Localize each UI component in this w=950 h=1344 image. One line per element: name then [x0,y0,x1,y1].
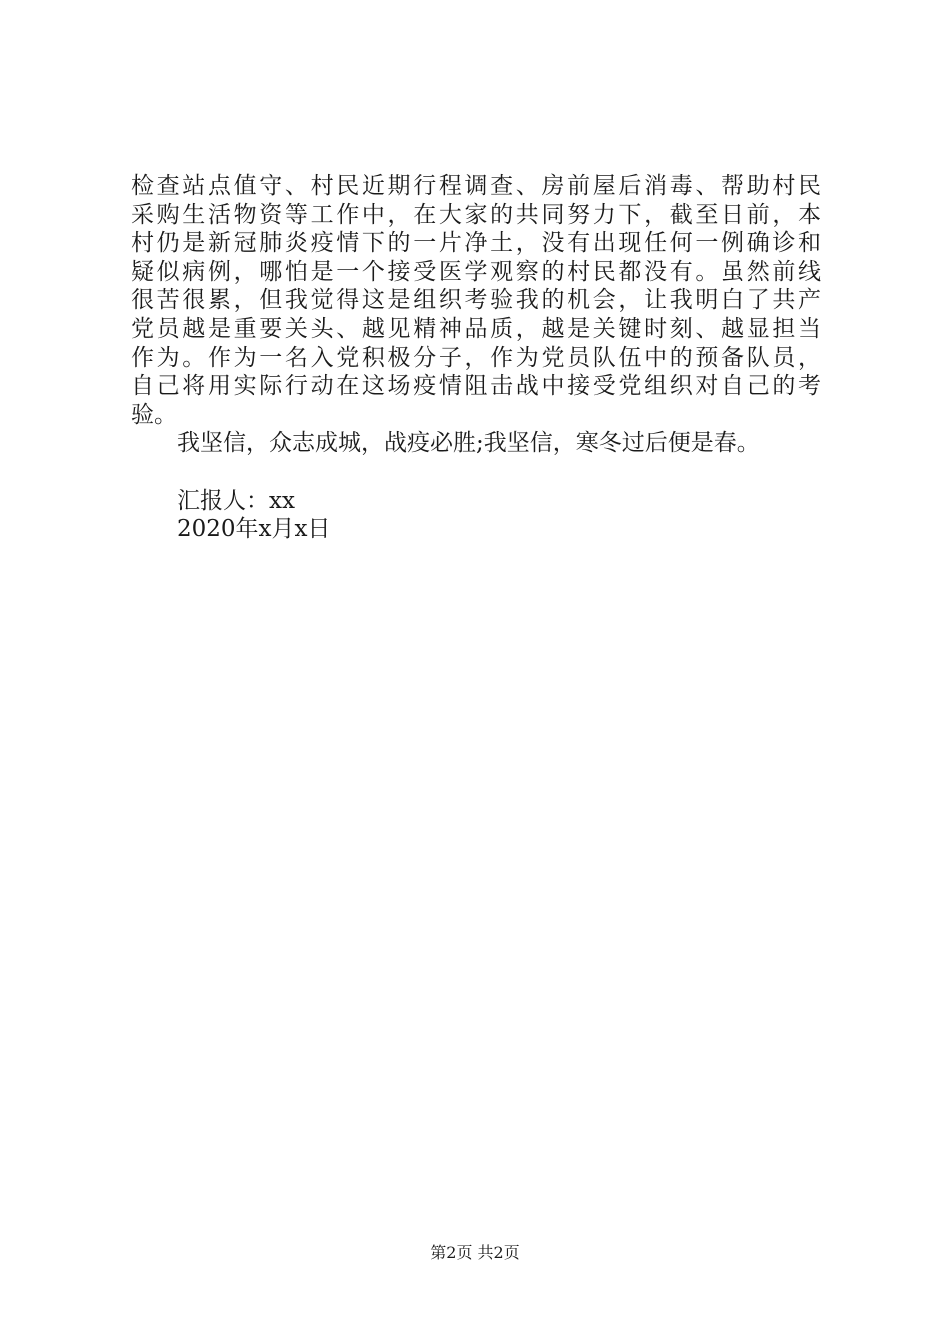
body-line-8: 自己将用实际行动在这场疫情阻击战中接受党组织对自己的考 [131,373,821,400]
body-line-7: 作为。作为一名入党积极分子，作为党员队伍中的预备队员， [131,344,821,371]
page-footer [0,1242,950,1264]
document-body [131,172,821,544]
body-line-9: 验。 [131,401,177,428]
reporter-signature: 汇报人：xx [177,487,295,514]
body-line-6: 党员越是重要关头、越见精神品质，越是关键时刻、越显担当 [131,315,821,342]
spacer [131,458,821,487]
body-line-3: 村仍是新冠肺炎疫情下的一片净土，没有出现任何一例确诊和 [131,230,821,257]
page-number: 第2页 共2页 [430,1243,520,1262]
report-date: 2020年x月x日 [177,516,331,543]
body-line-5: 很苦很累，但我觉得这是组织考验我的机会，让我明白了共产 [131,287,821,314]
body-line-1: 检查站点值守、村民近期行程调查、房前屋后消毒、帮助村民 [131,173,821,199]
closing-paragraph: 我坚信，众志成城，战疫必胜;我坚信，寒冬过后便是春。 [177,430,760,457]
body-line-2: 采购生活物资等工作中，在大家的共同努力下，截至日前，本 [131,201,821,228]
body-line-4: 疑似病例，哪怕是一个接受医学观察的村民都没有。虽然前线 [131,258,821,285]
